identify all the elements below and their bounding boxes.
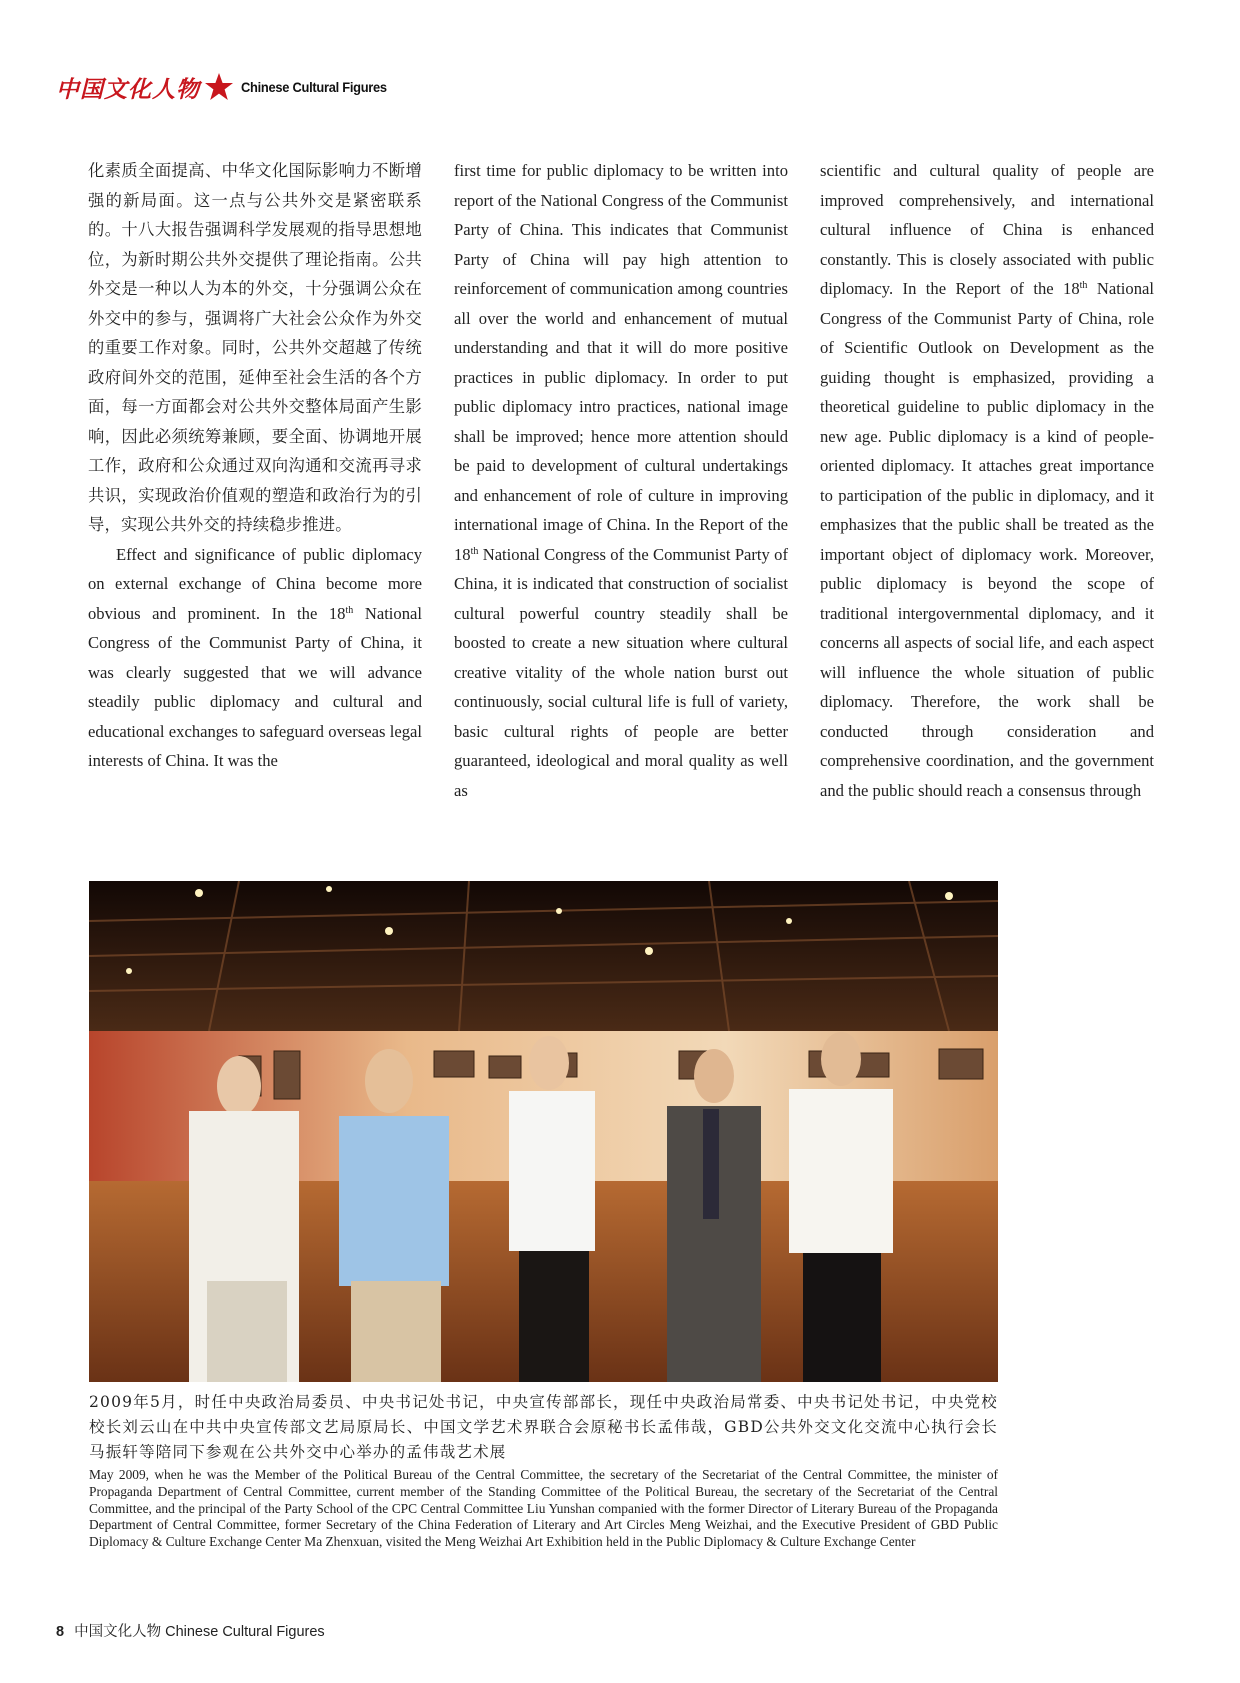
text-column-1 — [88, 156, 422, 776]
exhibition-photo — [89, 881, 998, 1382]
paragraph-cn: 化素质全面提高、中华文化国际影响力不断增强的新局面。这一点与公共外交是紧密联系的。十八大报告强调科学发展观的指导思想地位，为新时期公共外交提供了理论指南。公共外交是一种以人为本的外交，十分强调公众在外交中的参与，强调将广大社会公众作为外交的重要工作对象。同时，公共外交超越了传统政府间外交的范围，延伸至社会生活的各个方面，每一方面都会对公共外交整体局面产生影响，因此必须统筹兼顾，要全面、协调地开展工作，政府和公众通过双向沟通和交流再寻求共识，实现政治价值观的塑造和政治行为的引导，实现公共外交的持续稳步推进。 — [88, 161, 422, 534]
page-number: 8 — [56, 1624, 65, 1640]
text-column-3 — [820, 156, 1154, 805]
paragraph-en: Effect and significance of public diplomacy on external exchange of China become more obvious and prominent. In the 18th National Congress of the Communist Party of China, it was clearly suggested that we will advance steadily public diplomacy and cultural and educational exchanges to safeguard overseas legal interests of China. It was the — [88, 544, 422, 770]
running-header — [56, 70, 400, 104]
text-column-2 — [454, 156, 788, 805]
photo-caption-en: May 2009, when he was the Member of the Political Bureau of the Central Committee, the secretary of the Secretariat of the Central Committee, the minister of Propaganda Department of Central Committee, current member of the Standing Committee of the Political Bureau, the secretary of the Secretariat of the Central Committee, and the principal of the Party School of the CPC Central Committee Liu Yunshan companied with the former Director of Literary Bureau of the Propaganda Department of Central Committee, former Secretary of the China Federation of Literary and Art Circles Meng Weizhai, and the Executive President of GBD Public Diplomacy & Culture Exchange Center Ma Zhenxuan, visited the Meng Weizhai Art Exhibition held in the Public Diplomacy & Culture Exchange Center — [89, 1467, 998, 1550]
magazine-title-cn: 中国文化人物 — [56, 75, 200, 103]
paragraph-en: scientific and cultural quality of people are improved comprehensively, and international cultural influence of China is enhanced constantly. This is closely associated with public diplomacy. In the Report of the 18th National Congress of the Communist Party of China, role of Scientific Outlook on Development as the guiding thought is emphasized, providing a theoretical guideline to public diplomacy in the new age. Public diplomacy is a kind of people-oriented diplomacy. It attaches great importance to participation of the public in diplomacy, and it emphasizes that the public shall be treated as the important object of diplomacy work. Moreover, public diplomacy is beyond the scope of traditional intergovernmental diplomacy, and it concerns all aspects of social life, and each aspect will influence the whole situation of public diplomacy. Therefore, the work shall be conducted through consideration and comprehensive coordination, and the government and the public should reach a consensus through — [820, 161, 1154, 800]
page-footer — [56, 1620, 325, 1641]
photo-caption-cn: 2009年5月，时任中央政治局委员、中央书记处书记，中央宣传部部长，现任中央政治局常委、中央书记处书记，中央党校校长刘云山在中共中央宣传部文艺局原局长、中国文学艺术界联合会原秘书长孟伟哉，GBD公共外交文化交流中心执行会长马振轩等陪同下参观在公共外交中心举办的孟伟哉艺术展 — [89, 1393, 998, 1461]
footer-publication: 中国文化人物 Chinese Cultural Figures — [74, 1624, 325, 1640]
paragraph-en: first time for public diplomacy to be written into report of the National Congress of the Communist Party of China. This indicates that Communist Party of China will pay high attention to reinforcement of communication among countries all over the world and enhancement of mutual understanding and that it will do more positive practices in public diplomacy. In order to put public diplomacy intro practices, national image shall be improved; hence more attention should be paid to development of cultural undertakings and enhancement of role of culture in improving international image of China. In the Report of the 18th National Congress of the Communist Party of China, it is indicated that construction of socialist cultural powerful country steadily shall be boosted to create a new situation where cultural creative vitality of the whole nation burst out continuously, social cultural life is full of variety, basic cultural rights of people are better guaranteed, ideological and moral quality as well as — [454, 161, 788, 800]
star-icon — [204, 72, 234, 102]
magazine-title-en: Chinese Cultural Figures — [241, 79, 387, 95]
